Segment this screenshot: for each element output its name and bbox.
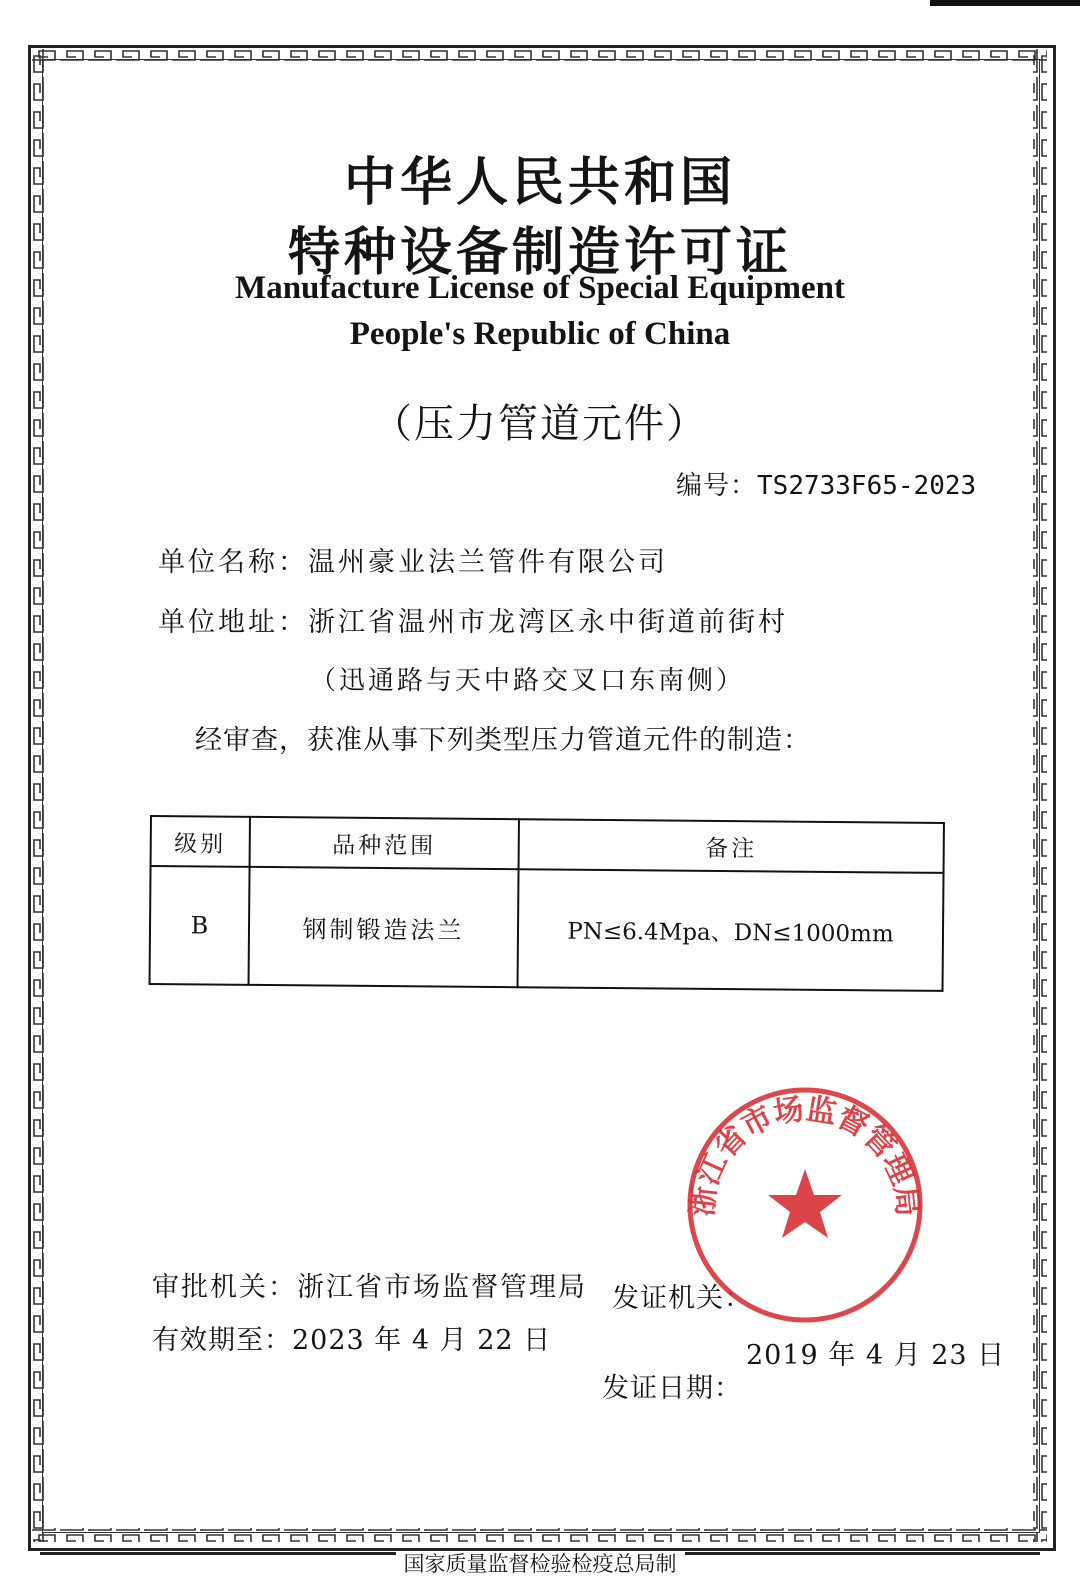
cell-remark: PN≤6.4Mpa、DN≤1000mm [518,869,944,991]
seal-text: 浙江省市场监督管理局 [685,1091,925,1218]
title-zh-line1: 中华人民共和国 [343,153,736,213]
approval-statement: 经审查，获准从事下列类型压力管道元件的制造： [195,725,811,756]
unit-address-label: 单位地址： [158,607,308,638]
title-en-line1: Manufacture License of Special Equipment [235,270,845,306]
approval-authority [152,1265,587,1304]
unit-address-value: 浙江省温州市龙湾区永中街道前街村 [308,607,788,638]
approval-authority-value: 浙江省市场监督管理局 [297,1272,587,1303]
official-seal [685,1085,925,1325]
corner-mark [930,0,1080,6]
cell-level: B [150,866,250,985]
table-header-row [151,816,944,873]
unit-address [158,600,788,639]
header-scope: 品种范围 [250,817,519,869]
unit-name-value: 温州豪业法兰管件有限公司 [308,547,668,578]
validity-date [152,1318,551,1357]
table-row [150,866,944,991]
unit-address-note: （迅通路与天中路交叉口东南侧） [310,666,746,696]
validity-value: 2023 年 4 月 22 日 [292,1325,552,1356]
cell-scope: 钢制锻造法兰 [249,867,519,987]
license-number-value: TS2733F65-2023 [757,471,977,501]
title-en-line2: People's Republic of China [349,316,731,352]
license-number-label: 编号： [676,471,758,501]
issue-date-label: 发证日期： [602,1373,742,1404]
approval-authority-label: 审批机关： [152,1272,297,1303]
issue-date-value: 2019 年 4 月 23 日 [746,1340,1006,1371]
unit-name-label: 单位名称： [158,547,308,578]
title-zh-line2: 特种设备制造许可证 [287,223,792,283]
header-remark: 备注 [519,819,944,873]
unit-name [158,540,668,579]
validity-label: 有效期至： [152,1325,292,1356]
equipment-category: （压力管道元件） [372,401,708,447]
footer-issuer [0,1548,1080,1578]
scope-table [149,815,945,992]
seal-star-icon [768,1169,842,1238]
issuing-authority-label: 发证机关： [612,1283,752,1314]
header-level: 级别 [151,816,250,867]
license-number [676,465,976,502]
footer-issuer-text: 国家质量监督检验检疫总局制 [396,1552,685,1576]
